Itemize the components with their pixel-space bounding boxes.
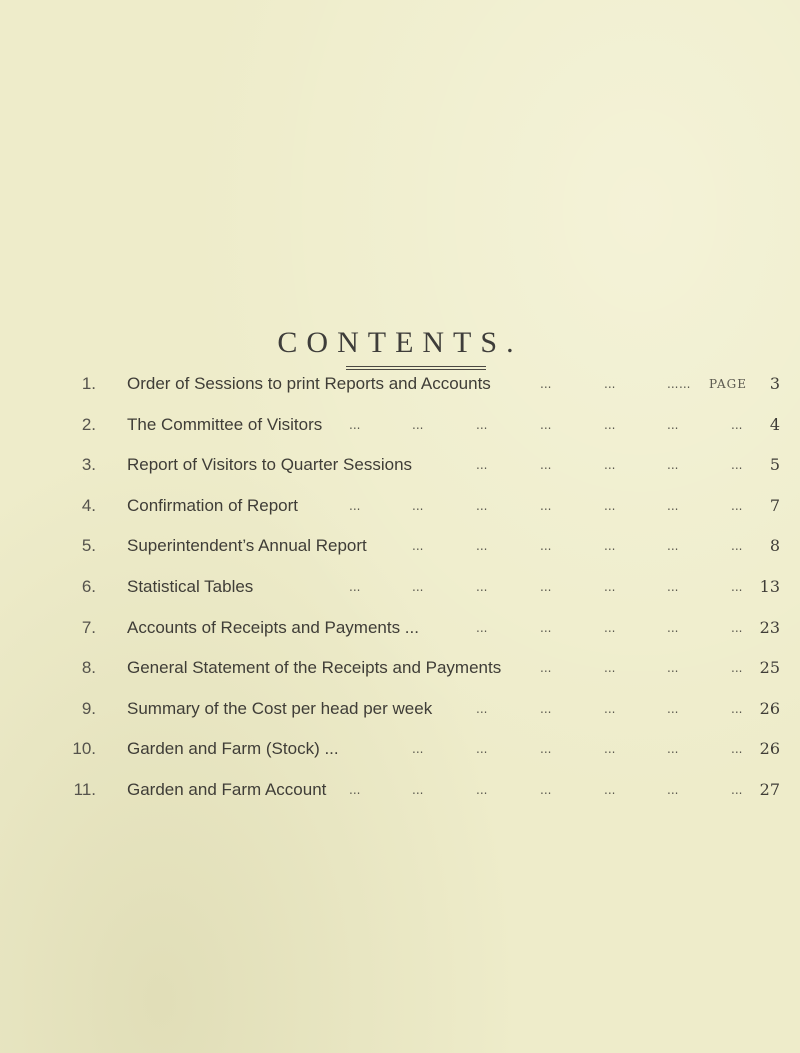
leader-dot-group: ...: [731, 661, 743, 676]
leader-dot-group: ...: [731, 580, 743, 594]
toc-entry-number: 5.: [81, 536, 96, 556]
title-underline-second: [346, 369, 486, 370]
leader-dot-group: ...: [412, 498, 424, 513]
leader-dot-group: ...: [667, 377, 679, 391]
leader-dot-group: ...: [604, 580, 616, 594]
leader-dot-group: ...: [667, 783, 679, 797]
leader-dot-group: ...: [667, 620, 679, 635]
toc-entry-number: 6.: [81, 577, 96, 596]
toc-entry-page-number: 3: [769, 374, 780, 393]
leader-dot-group: ...: [731, 620, 743, 635]
toc-entry-page-number: 7: [769, 495, 780, 515]
page-column-heading: PAGE: [709, 377, 747, 391]
leader-dot-group: ...: [604, 701, 616, 716]
leader-dot-group: ...: [667, 498, 679, 513]
leader-dot-group: ...: [731, 458, 743, 473]
toc-entry-page-number: 8: [769, 536, 780, 556]
leader-dot-group: ...: [349, 417, 361, 432]
page-title: CONTENTS.: [277, 326, 523, 359]
leader-dot-group: ...: [412, 580, 424, 594]
toc-entry-title[interactable]: Summary of the Cost per head per week: [127, 698, 433, 718]
toc-entry-number: 9.: [81, 698, 96, 718]
leader-dot-group: ...: [604, 417, 616, 432]
toc-entry-page-number: 27: [759, 780, 780, 799]
toc-entry-page-number: 4: [769, 414, 780, 434]
leader-dot-group: ...: [476, 539, 488, 554]
leader-dot-group: ...: [604, 498, 616, 513]
leader-dot-group: ...: [604, 539, 616, 554]
toc-entry[interactable]: [0, 455, 800, 495]
toc-entry-number: 3.: [81, 455, 96, 475]
toc-entry[interactable]: [0, 780, 800, 820]
leader-dot-group: ...: [412, 539, 424, 554]
toc-entry-title[interactable]: Order of Sessions to print Reports and Accounts: [127, 374, 491, 393]
leader-dot-group: ...: [667, 580, 679, 594]
leader-dot-group: ...: [667, 701, 679, 716]
title-underline: [346, 366, 486, 367]
leader-dot-group: ...: [540, 458, 552, 473]
toc-entry-title[interactable]: Report of Visitors to Quarter Sessions: [127, 455, 413, 475]
toc-entry-title[interactable]: Accounts of Receipts and Payments ...: [127, 617, 419, 637]
toc-entry-number: 4.: [81, 495, 96, 515]
toc-entry[interactable]: [0, 739, 800, 779]
leader-dot-group: ...: [412, 742, 424, 757]
leader-dot-group: ...: [540, 539, 552, 554]
leader-dot-group: ...: [604, 742, 616, 757]
leader-dot-group: ...: [731, 498, 743, 513]
leader-dot-group: ...: [412, 783, 424, 797]
leader-dot-group: ...: [412, 417, 424, 432]
leader-dot-group: ...: [731, 742, 743, 757]
leader-dot-group: ...: [604, 377, 616, 391]
toc-entry-page-number: 13: [759, 577, 780, 596]
toc-entry[interactable]: [0, 699, 800, 739]
leader-dot-group: ...: [667, 458, 679, 473]
toc-entry[interactable]: [0, 658, 800, 698]
toc-entry-title[interactable]: Garden and Farm (Stock) ...: [127, 739, 339, 759]
leader-dot-group: ...: [604, 661, 616, 676]
leader-dot-group: ...: [540, 620, 552, 635]
toc-entry[interactable]: [0, 374, 800, 414]
toc-entry-page-number: 23: [759, 617, 780, 637]
leader-dot-group: ...: [667, 742, 679, 757]
toc-entry-number: 2.: [81, 414, 96, 434]
leader-dot-group: ...: [476, 701, 488, 716]
leader-dot-group: ...: [476, 580, 488, 594]
leader-dot-group: ...: [540, 498, 552, 513]
leader-dot-group: ...: [731, 417, 743, 432]
toc-entry-number: 8.: [81, 658, 96, 678]
leader-dot-group: ...: [540, 417, 552, 432]
leader-dot-group: ...: [667, 417, 679, 432]
leader-dot-group: ...: [476, 417, 488, 432]
toc-entry-number: 11.: [73, 780, 96, 799]
toc-entry-page-number: 26: [759, 739, 780, 759]
toc-entry-page-number: 25: [759, 658, 780, 678]
toc-entry-title[interactable]: Statistical Tables: [127, 577, 254, 596]
leader-dot-group: ...: [349, 580, 361, 594]
toc-entry-number: 1.: [81, 374, 96, 393]
leader-dot-group: ...: [476, 620, 488, 635]
toc-entry-page-number: 5: [769, 455, 780, 475]
leader-dot-group: ...: [604, 620, 616, 635]
leader-dot-group: ...: [667, 539, 679, 554]
leader-dot-group: ...: [604, 783, 616, 797]
leader-dot-group: ...: [679, 377, 691, 391]
toc-entry[interactable]: [0, 536, 800, 576]
leader-dot-group: ...: [731, 701, 743, 716]
toc-entry-number: 7.: [81, 617, 96, 637]
toc-entry-title[interactable]: General Statement of the Receipts and Payments: [127, 658, 502, 678]
toc-entry-title[interactable]: The Committee of Visitors: [127, 414, 323, 434]
leader-dot-group: ...: [349, 498, 361, 513]
leader-dot-group: ...: [476, 458, 488, 473]
leader-dot-group: ...: [667, 661, 679, 676]
toc-entry-title[interactable]: Confirmation of Report: [127, 495, 299, 515]
toc-entry-title[interactable]: Garden and Farm Account: [127, 780, 327, 799]
toc-entry[interactable]: [0, 618, 800, 658]
leader-dot-group: ...: [540, 701, 552, 716]
leader-dot-group: ...: [540, 377, 552, 391]
leader-dot-group: ...: [540, 742, 552, 757]
leader-dot-group: ...: [731, 539, 743, 554]
leader-dot-group: ...: [476, 783, 488, 797]
toc-entry-page-number: 26: [759, 698, 780, 718]
toc-entry[interactable]: [0, 415, 800, 455]
toc-entry[interactable]: [0, 496, 800, 536]
leader-dot-group: ...: [540, 783, 552, 797]
toc-entry[interactable]: [0, 577, 800, 617]
leader-dot-group: ...: [540, 661, 552, 676]
leader-dot-group: ...: [540, 580, 552, 594]
leader-dot-group: ...: [476, 742, 488, 757]
leader-dot-group: ...: [349, 783, 361, 797]
toc-entry-number: 10.: [72, 739, 96, 759]
toc-entry-title[interactable]: Superintendent’s Annual Report: [127, 536, 367, 556]
leader-dot-group: ...: [731, 783, 743, 797]
leader-dot-group: ...: [476, 498, 488, 513]
leader-dot-group: ...: [604, 458, 616, 473]
